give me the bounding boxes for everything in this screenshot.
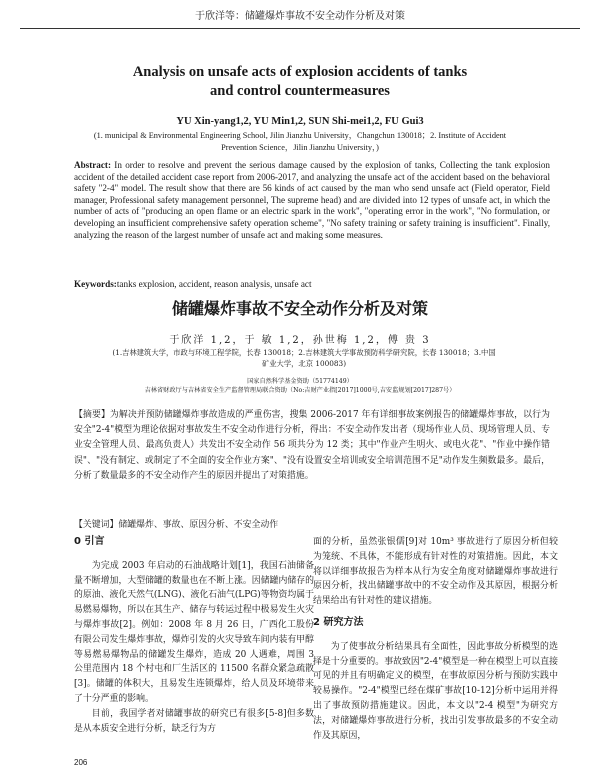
paragraph: 为完成 2003 年启动的石油战略计划[1]，我国石油储备量不断增加，大型储罐的数量也在不断上涨。因储罐内储存的的原油、液化天然气(LNG)、液化石油气(LPG)等物资均属于易燃易爆物，所以在其生产、储存与转运过程中极易发生火灾与爆炸事故[2]。例如：2008 年 8 月 26 日，广西化工股份有限公司发生爆炸事故，爆炸引发的火灾导致车间内装有甲醇等易燃易爆物品的储罐发生爆炸，造成 20 人遇难，周围 3 公里范围内 18 个村屯和厂生活区的 11500 名群众紧急疏散[3]。储罐的体积大，且易发生连锁爆炸，给人员及环境带来了十分严重的影响。 xyxy=(74,560,314,704)
english-affiliation-line-1: (1. municipal & Environmental Engineering School, Jilin Jianzhu University，Changchun 130018；2. Institute of Accident xyxy=(93,131,507,140)
chinese-abstract: 【摘要】为解决并预防储罐爆炸事故造成的严重伤害，搜集 2006-2017 年有详细事故案例报告的储罐爆炸事故，以行为安全"2-4"模型为理论依据对事故发生不安全动作进行分析，得出：不安全动作发出者（现场作业人员、现场管理人员、专业安全管理人员、最高负责人）共发出不安全动作 56 项共分为 12 类；其中"作业产生明火、或电火花"、"作业中操作错误"、"没有制定、或制定了不全面的安全作业方案"、"没有设置安全培训或安全培训范围不足"动作发生频数最多。最后，分析了数量最多的不安全动作产生的原因并提出了对策措施。 xyxy=(74,410,550,481)
running-header: 于欣洋等：储罐爆炸事故不安全动作分析及对策 xyxy=(20,10,580,29)
english-authors: YU Xin-yang1,2, YU Min1,2, SUN Shi-mei1,2, FU Gui3 xyxy=(176,116,424,127)
paragraph: 为了使事故分析结果具有全面性，因此事故分析模型的选择是十分重要的。事故致因"2-4"模型是一种在模型上可以直接可见的并且有明确定义的模型，在事故原因分析与预防实践中较易操作。"2-4"模型已经在煤矿事故[10-12]分析中运用并得出了事故预防措施建议。因此，本文以"2-4 模型"为研究方法，对储罐爆炸事故进行分析，找出引发事故最多的不安全动作及其原因， xyxy=(313,641,558,741)
chinese-keywords: 【关键词】储罐爆炸、事故、原因分析、不安全动作 xyxy=(74,520,279,530)
english-keywords-label: Keywords: xyxy=(74,279,117,289)
english-keywords-text: tanks explosion, accident, reason analysis, unsafe act xyxy=(116,279,312,289)
chinese-authors: 于欣洋 1,2，于 敏 1,2，孙世梅 1,2，傅 贵 3 xyxy=(169,335,431,346)
english-affiliation-line-2: Prevention Science，Jilin Jianzhu University，) xyxy=(221,143,379,152)
paragraph: 面的分析，虽然张银儒[9]对 10m³ 事故进行了原因分析但较为笼统、不具体，不能形成有针对性的对策措施。因此，本文将以详细事故报告为样本从行为安全角度对储罐爆炸事故进行原因分析，找出储罐事故中的不安全动作及其原因，根据分析结果给出有针对性的建议措施。 xyxy=(313,537,558,607)
english-title-line-1: Analysis on unsafe acts of explosion accidents of tanks xyxy=(132,64,468,80)
chinese-affiliation xyxy=(68,347,540,369)
funding-line-2: 吉林省财政厅与吉林省安全生产监督管理局联合资助（No:吉财产业指[2017]1000号,吉安监规划[2017]287号） xyxy=(144,387,456,394)
english-abstract-text: In order to resolve and prevent the serious damage caused by the explosion of tanks, Collecting the tank explosion accident of the detailed accident case report from 2006-2017, and analyzing the unsafe act of the accident based on the behavioral safety "2-4" model. The result show that there are 56 kinds of act caused by the man who send unsafe act (Field operator, Field manager, Professional safety management personnel, The supreme head) and are divided into 12 types of unsafe act, in which the number of acts of "producing an open flame or an electric spark in the work", "operating error in the work", "No formulation, or developing an insufficient comprehensive safety operation scheme", "No safety training or safety training is insufficient". Finally, analyzing the reason of the largest number of unsafe act and making some measures. xyxy=(74,160,550,240)
right-column xyxy=(313,535,558,743)
english-affiliation xyxy=(38,130,562,154)
chinese-affiliation-line-1: (1.吉林建筑大学，市政与环境工程学院，长春 130018；2.吉林建筑大学事故预防科学研究院，长春 130018；3.中国 xyxy=(112,348,496,357)
page-number: 206 xyxy=(74,758,88,767)
chinese-affiliation-line-2: 矿业大学，北京 100083) xyxy=(261,359,347,368)
funding-note xyxy=(60,377,540,395)
english-abstract xyxy=(74,160,550,241)
english-title xyxy=(40,63,560,101)
english-title-line-2: and control countermeasures xyxy=(210,83,390,99)
left-column xyxy=(74,535,314,736)
funding-line-1: 国家自然科学基金资助（51774149） xyxy=(247,378,353,385)
english-abstract-label: Abstract: xyxy=(74,160,111,170)
section-title-methods: 2 研究方法 xyxy=(313,616,364,628)
english-keywords xyxy=(74,279,550,289)
paragraph: 目前，我国学者对储罐事故的研究已有很多[5-8]但多数是从本质安全进行分析，缺乏行为方 xyxy=(74,708,314,734)
section-title-introduction: 0 引言 xyxy=(74,536,105,547)
chinese-title: 储罐爆炸事故不安全动作分析及对策 xyxy=(171,299,428,318)
